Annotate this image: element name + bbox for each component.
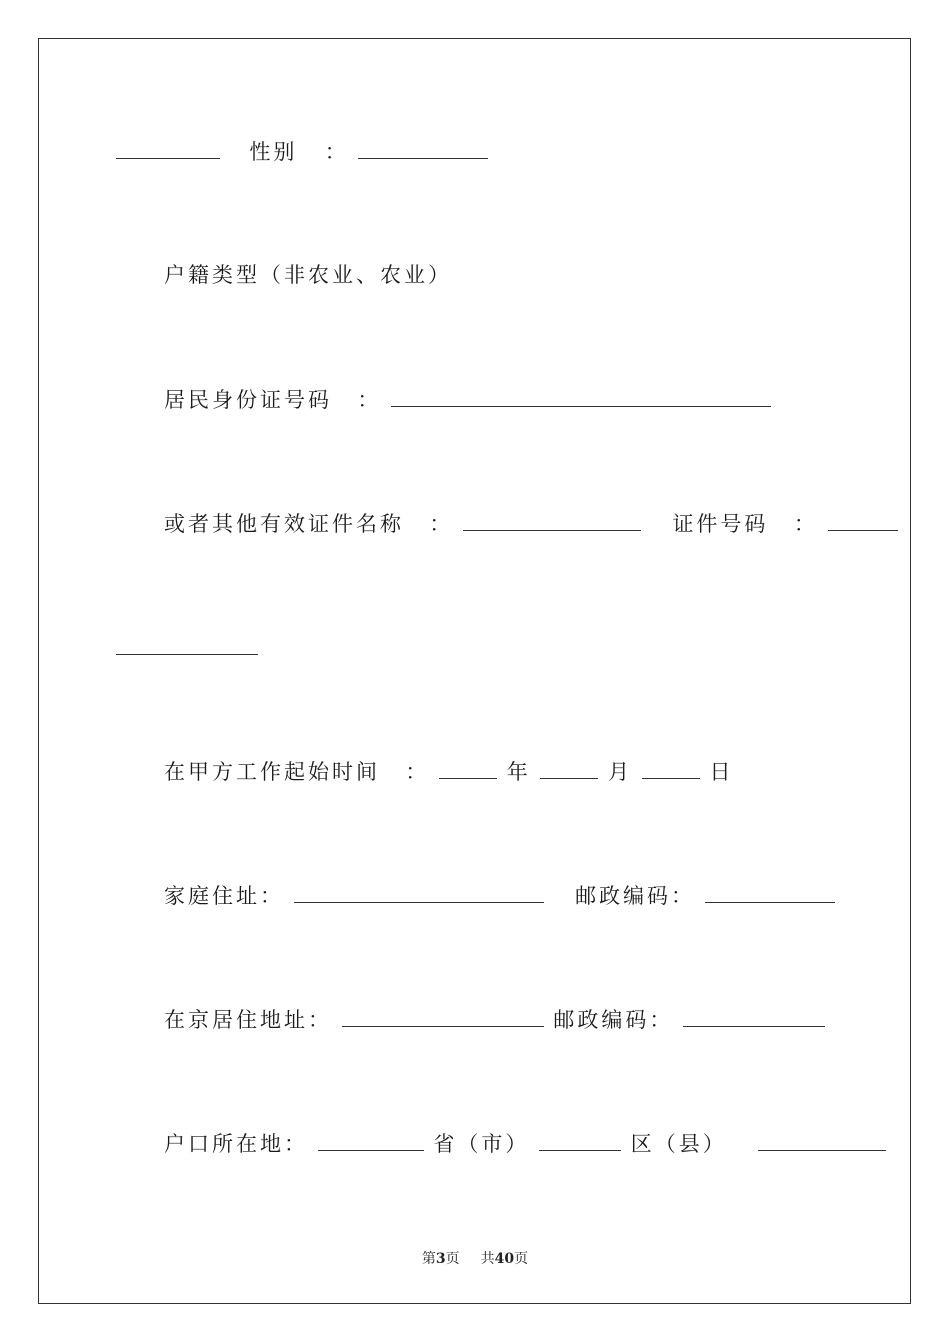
id-no-blank[interactable] [828, 510, 898, 531]
colon: ： [405, 760, 430, 784]
page-number: 3 [435, 1251, 446, 1267]
colon: ： [429, 512, 454, 536]
colon: ： [793, 512, 818, 536]
home-address-label: 家庭住址： [164, 884, 284, 908]
start-time-row [164, 758, 734, 784]
year-blank[interactable] [439, 758, 497, 779]
day-blank[interactable] [642, 758, 700, 779]
page-frame [38, 38, 911, 1304]
id-number-label: 居民身份证号码 [164, 388, 332, 412]
district-label: 区（县） [630, 1132, 727, 1156]
other-id-name-label: 或者其他有效证件名称 [164, 512, 404, 536]
postcode-blank-2[interactable] [683, 1006, 825, 1027]
gender-row [116, 138, 488, 164]
beijing-address-row [164, 1006, 825, 1032]
id-number-row [164, 386, 771, 412]
hukou-type-row [164, 262, 452, 288]
beijing-address-label: 在京居住地址： [164, 1008, 332, 1032]
district-blank[interactable] [539, 1130, 621, 1151]
total-prefix: 共 [480, 1251, 495, 1267]
gender-blank[interactable] [358, 138, 488, 159]
page-footer [0, 1248, 950, 1268]
beijing-address-blank[interactable] [342, 1006, 544, 1027]
id-no-continuation-blank[interactable] [116, 634, 258, 655]
postcode-blank[interactable] [705, 882, 835, 903]
home-address-row [164, 882, 835, 908]
postcode-label: 邮政编码： [575, 884, 696, 908]
name-blank[interactable] [116, 138, 220, 159]
province-label: 省（市） [433, 1132, 530, 1156]
id-no-label: 证件号码 [672, 512, 769, 536]
start-time-label: 在甲方工作起始时间 [164, 760, 380, 784]
gender-label: 性别 [249, 140, 298, 164]
month-label: 月 [608, 760, 633, 784]
id-no-continuation-row [116, 634, 258, 660]
page-suffix: 页 [445, 1251, 460, 1267]
total-suffix: 页 [514, 1251, 529, 1267]
year-label: 年 [506, 760, 531, 784]
hukou-type-text: 户籍类型（非农业、农业） [164, 263, 452, 287]
total-pages: 40 [494, 1251, 515, 1267]
page-prefix: 第 [421, 1251, 436, 1267]
colon: ： [357, 388, 382, 412]
month-blank[interactable] [540, 758, 598, 779]
id-number-blank[interactable] [391, 386, 771, 407]
other-id-name-blank[interactable] [463, 510, 641, 531]
other-id-row [164, 510, 898, 536]
province-blank[interactable] [318, 1130, 424, 1151]
day-label: 日 [709, 760, 734, 784]
colon: ： [324, 140, 349, 164]
postcode-label-2: 邮政编码： [553, 1008, 674, 1032]
street-blank[interactable] [758, 1130, 886, 1151]
hukou-location-label: 户口所在地： [164, 1132, 308, 1156]
hukou-location-row [164, 1130, 886, 1156]
home-address-blank[interactable] [294, 882, 544, 903]
